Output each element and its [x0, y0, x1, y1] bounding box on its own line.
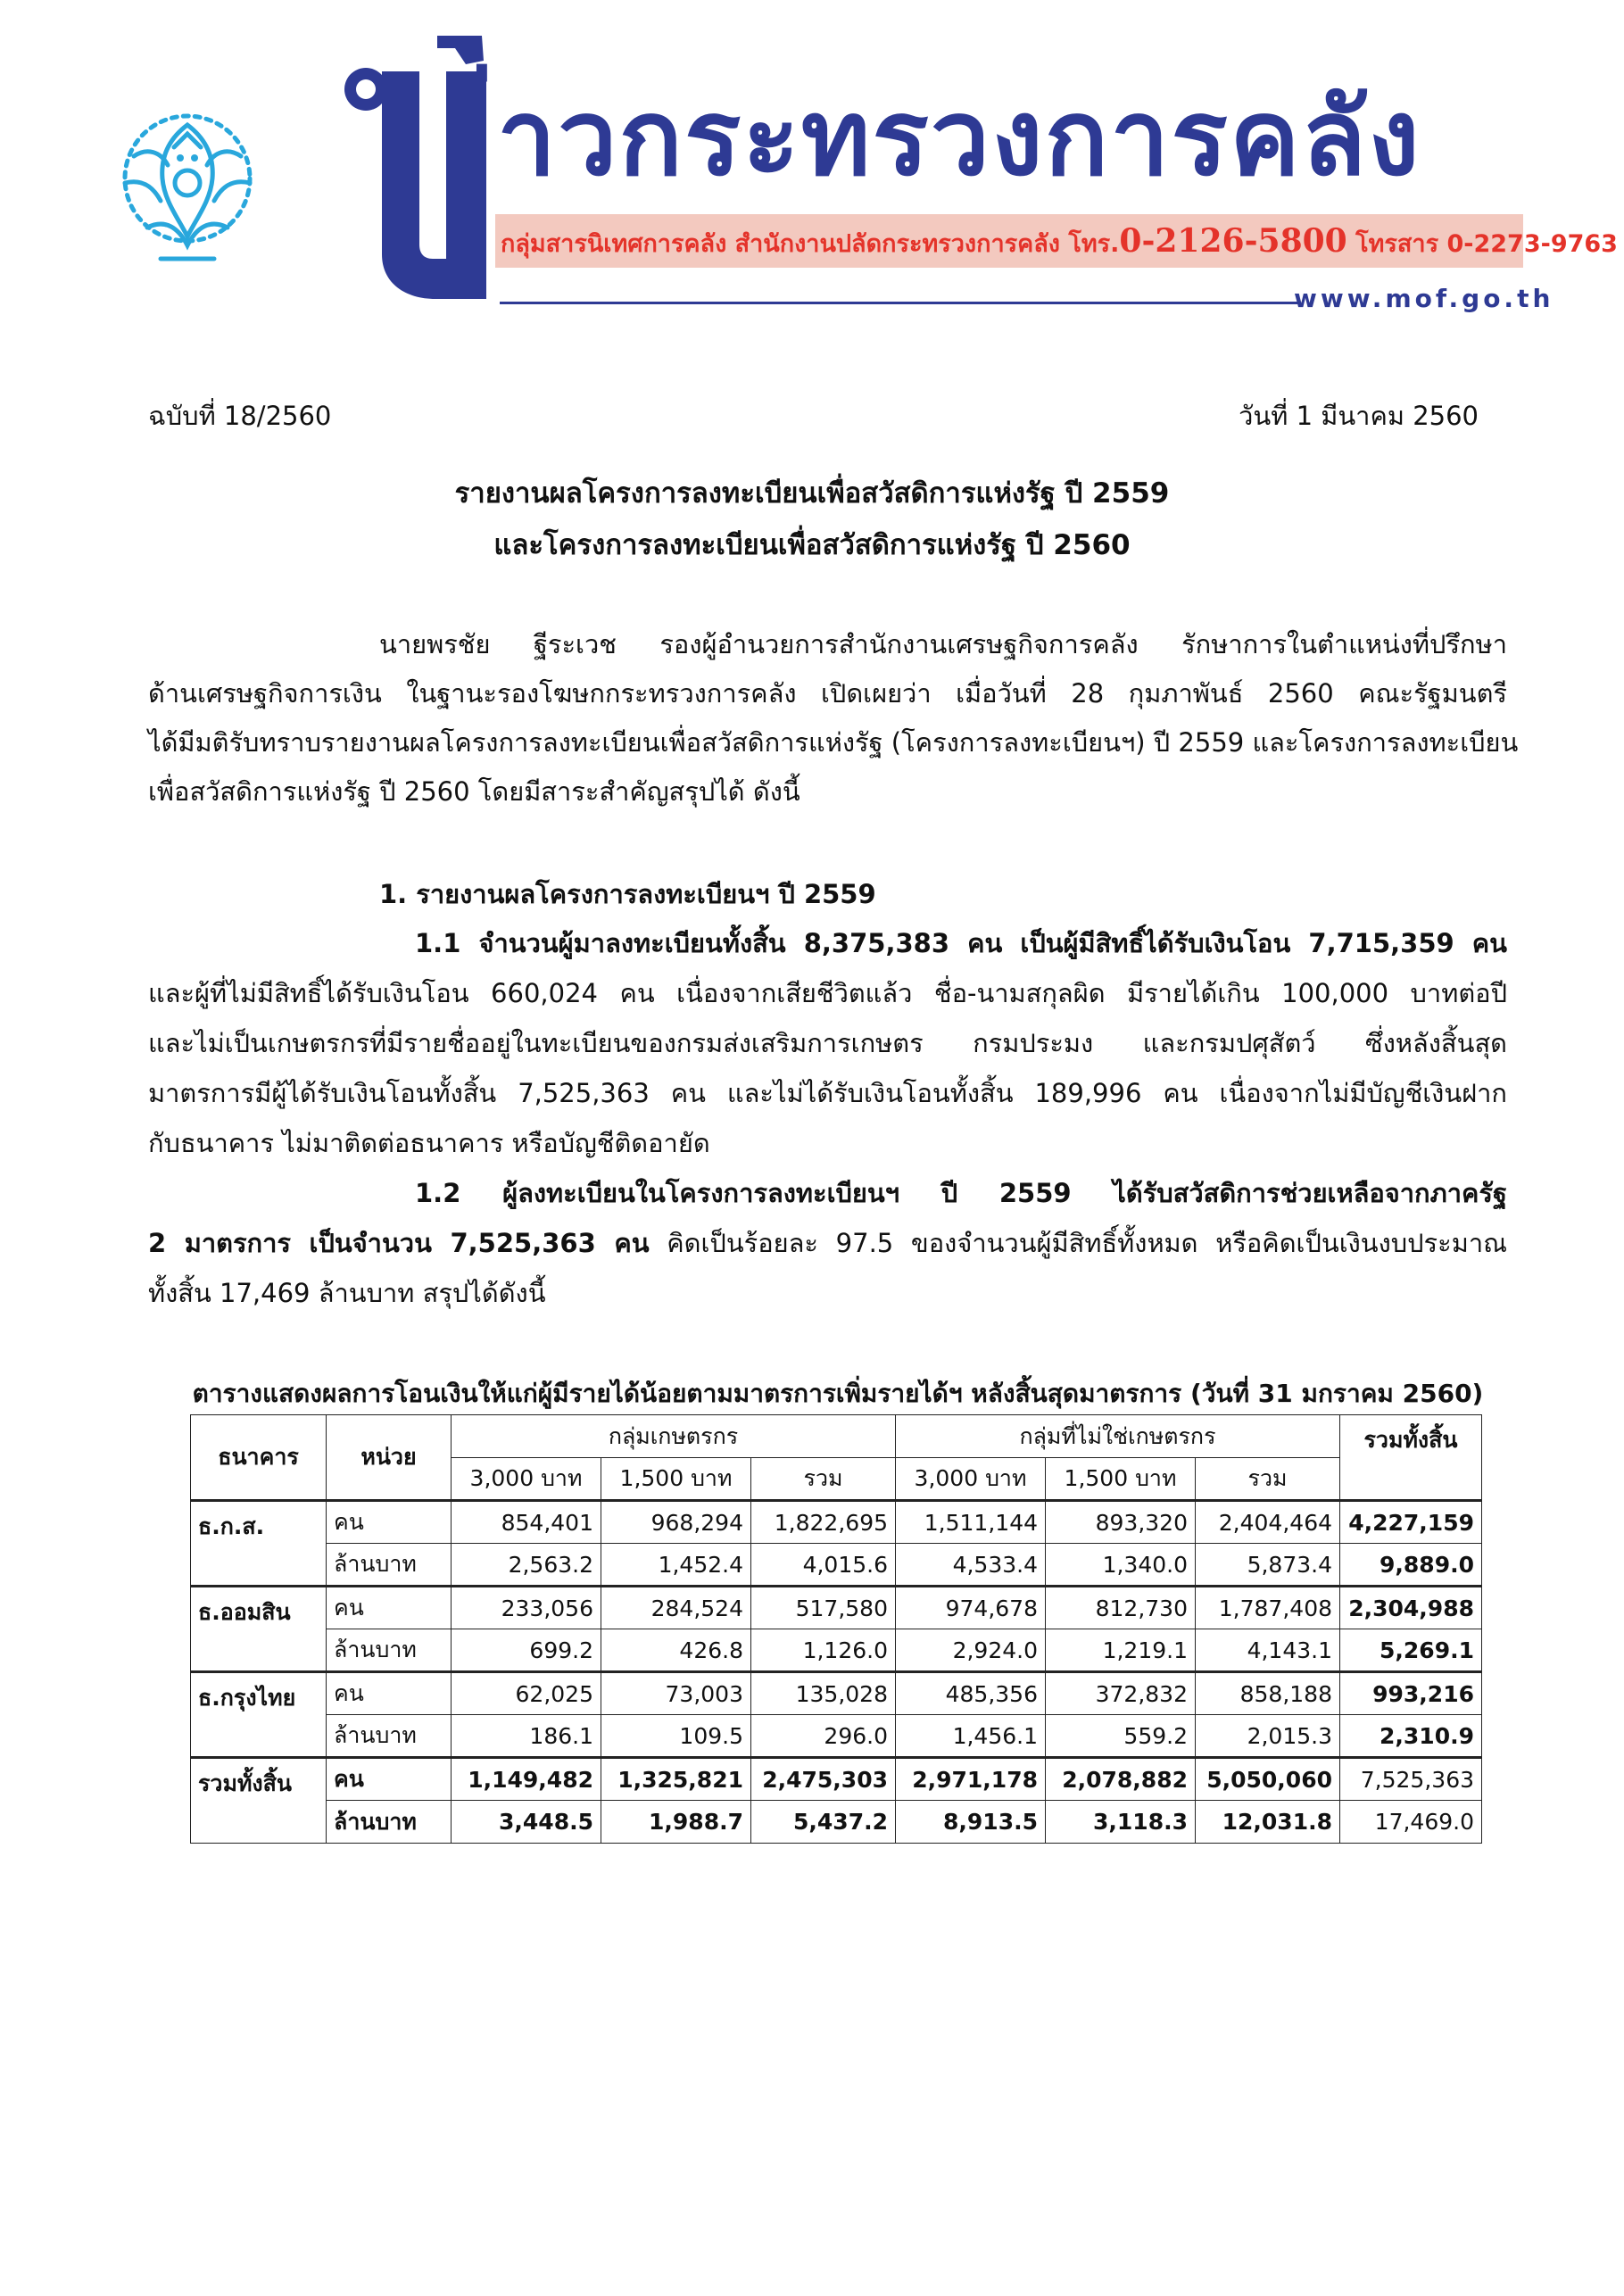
value-cell: 296.0 — [751, 1715, 896, 1758]
value-cell: 4,143.1 — [1196, 1629, 1340, 1672]
value-cell: 858,188 — [1196, 1672, 1340, 1715]
row-total-cell: 4,227,159 — [1340, 1501, 1482, 1544]
contact-phone: 0-2126-5800 — [1119, 222, 1347, 260]
unit-cell: ล้านบาท — [327, 1544, 452, 1587]
title-large-letter-kho — [330, 36, 486, 303]
unit-cell: คน — [327, 1758, 452, 1801]
value-cell: 5,873.4 — [1196, 1544, 1340, 1587]
table-row — [191, 1715, 1482, 1758]
section1-2-line — [148, 1228, 1508, 1258]
bank-name: รวมทั้งสิ้น — [191, 1758, 327, 1844]
table-row — [191, 1501, 1482, 1544]
value-cell: 1,988.7 — [601, 1801, 751, 1844]
unit-cell: คน — [327, 1587, 452, 1629]
value-cell: 62,025 — [452, 1672, 601, 1715]
row-total-cell: 2,304,988 — [1340, 1587, 1482, 1629]
value-cell: 284,524 — [601, 1587, 751, 1629]
value-cell: 1,219.1 — [1046, 1629, 1196, 1672]
contact-bar — [495, 214, 1618, 268]
bank-name: ธ.กรุงไทย — [191, 1672, 327, 1758]
website-link[interactable]: www.mof.go.th — [1294, 284, 1554, 313]
table-caption: ตารางแสดงผลการโอนเงินให้แก่ผู้มีรายได้น้อยตามมาตรการเพิ่มรายได้ฯ หลังสิ้นสุดมาตรการ (วันที่ 31 มกราคม 2560) — [192, 1379, 1484, 1408]
value-cell: 1,456.1 — [896, 1715, 1046, 1758]
row-total-cell: 2,310.9 — [1340, 1715, 1482, 1758]
value-cell: 3,118.3 — [1046, 1801, 1196, 1844]
value-cell: 559.2 — [1046, 1715, 1196, 1758]
unit-cell: ล้านบาท — [327, 1801, 452, 1844]
intro-line: นายพรชัย ฐีระเวช รองผู้อำนวยการสำนักงานเศรษฐกิจการคลัง รักษาการในตำแหน่งที่ปรึกษา — [379, 629, 1507, 659]
row-total-cell: 993,216 — [1340, 1672, 1482, 1715]
row-total-cell: 17,469.0 — [1340, 1801, 1482, 1844]
section1-2-line: 1.2 ผู้ลงทะเบียนในโครงการลงทะเบียนฯ ปี 2559 ได้รับสวัสดิการช่วยเหลือจากภาครัฐ — [415, 1178, 1507, 1208]
section1-1-line: กับธนาคาร ไม่มาติดต่อธนาคาร หรือบัญชีติดอายัด — [148, 1128, 710, 1158]
value-cell: 2,924.0 — [896, 1629, 1046, 1672]
row-total-cell: 9,889.0 — [1340, 1544, 1482, 1587]
table-row — [191, 1801, 1482, 1844]
header-grand-total: รวมทั้งสิ้น — [1340, 1415, 1482, 1501]
subheader-3000: 3,000 บาท — [896, 1458, 1046, 1501]
value-cell: 1,787,408 — [1196, 1587, 1340, 1629]
value-cell: 2,475,303 — [751, 1758, 896, 1801]
value-cell: 485,356 — [896, 1672, 1046, 1715]
value-cell: 968,294 — [601, 1501, 751, 1544]
table-row — [191, 1672, 1482, 1715]
value-cell: 1,511,144 — [896, 1501, 1046, 1544]
subheader-1500: 1,500 บาท — [1046, 1458, 1196, 1501]
value-cell: 1,126.0 — [751, 1629, 896, 1672]
unit-cell: คน — [327, 1672, 452, 1715]
header-group-nonfarmer: กลุ่มที่ไม่ใช่เกษตรกร — [896, 1415, 1340, 1458]
section1-1-line: 1.1 จำนวนผู้มาลงทะเบียนทั้งสิ้น 8,375,383 คน เป็นผู้มีสิทธิ์ได้รับเงินโอน 7,715,359 คน — [415, 928, 1507, 958]
value-cell: 186.1 — [452, 1715, 601, 1758]
section1-heading: 1. รายงานผลโครงการลงทะเบียนฯ ปี 2559 — [379, 879, 876, 909]
value-cell: 135,028 — [751, 1672, 896, 1715]
value-cell: 974,678 — [896, 1587, 1046, 1629]
subheader-1500: 1,500 บาท — [601, 1458, 751, 1501]
value-cell: 1,149,482 — [452, 1758, 601, 1801]
value-cell: 12,031.8 — [1196, 1801, 1340, 1844]
intro-line: ด้านเศรษฐกิจการเงิน ในฐานะรองโฆษกกระทรวงการคลัง เปิดเผยว่า เมื่อวันที่ 28 กุมภาพันธ์ 2560 คณะรัฐมนตรี — [148, 678, 1507, 709]
value-cell: 4,015.6 — [751, 1544, 896, 1587]
bank-name: ธ.ออมสิน — [191, 1587, 327, 1672]
table-row — [191, 1587, 1482, 1629]
value-cell: 1,822,695 — [751, 1501, 896, 1544]
unit-cell: คน — [327, 1501, 452, 1544]
transfer-results-table — [190, 1414, 1482, 1844]
value-cell: 5,050,060 — [1196, 1758, 1340, 1801]
section1-1-line: มาตรการมีผู้ได้รับเงินโอนทั้งสิ้น 7,525,363 คน และไม่ได้รับเงินโอนทั้งสิ้น 189,996 คน เนื่องจากไม่มีบัญชีเงินฝาก — [148, 1078, 1507, 1108]
value-cell: 1,325,821 — [601, 1758, 751, 1801]
contact-fax: โทรสาร 0-2273-9763 — [1355, 230, 1618, 258]
subheader-3000: 3,000 บาท — [452, 1458, 601, 1501]
issue-number: ฉบับที่ 18/2560 — [148, 401, 332, 431]
contact-agency: กลุ่มสารนิเทศการคลัง สำนักงานปลัดกระทรวงการคลัง โทร. — [501, 230, 1120, 258]
value-cell: 517,580 — [751, 1587, 896, 1629]
section1-2-line: ทั้งสิ้น 17,469 ล้านบาท สรุปได้ดังนี้ — [148, 1278, 546, 1308]
value-cell: 4,533.4 — [896, 1544, 1046, 1587]
value-cell: 2,404,464 — [1196, 1501, 1340, 1544]
intro-line: ได้มีมติรับทราบรายงานผลโครงการลงทะเบียนเพื่อสวัสดิการแห่งรัฐ (โครงการลงทะเบียนฯ) ปี 2559 และโครงการลงทะเบียน — [148, 727, 1519, 758]
value-cell: 2,971,178 — [896, 1758, 1046, 1801]
value-cell: 854,401 — [452, 1501, 601, 1544]
document-title-line1: รายงานผลโครงการลงทะเบียนเพื่อสวัสดิการแห่งรัฐ ปี 2559 — [454, 477, 1170, 510]
document-title-line2: และโครงการลงทะเบียนเพื่อสวัสดิการแห่งรัฐ ปี 2560 — [493, 529, 1131, 561]
section1-2-rest: คิดเป็นร้อยละ 97.5 ของจำนวนผู้มีสิทธิ์ทั้งหมด หรือคิดเป็นเงินงบประมาณ — [667, 1228, 1508, 1258]
newsletter-title: ่าวกระทรวงการคลัง — [495, 76, 1421, 199]
section1-2-bold: 2 มาตรการ เป็นจำนวน 7,525,363 คน — [148, 1228, 650, 1258]
header-unit: หน่วย — [327, 1415, 452, 1501]
header-divider — [500, 302, 1298, 304]
section1-1-line: และผู้ที่ไม่มีสิทธิ์ได้รับเงินโอน 660,024 คน เนื่องจากเสียชีวิตแล้ว ชื่อ-นามสกุลผิด มีรายได้เกิน 100,000 บาทต่อปี — [148, 978, 1507, 1008]
header-bank: ธนาคาร — [191, 1415, 327, 1501]
table-row — [191, 1544, 1482, 1587]
value-cell: 426.8 — [601, 1629, 751, 1672]
bank-name: ธ.ก.ส. — [191, 1501, 327, 1587]
value-cell: 73,003 — [601, 1672, 751, 1715]
unit-cell: ล้านบาท — [327, 1629, 452, 1672]
unit-cell: ล้านบาท — [327, 1715, 452, 1758]
issue-date: วันที่ 1 มีนาคม 2560 — [1239, 401, 1479, 431]
garuda-emblem-icon — [98, 94, 277, 272]
value-cell: 8,913.5 — [896, 1801, 1046, 1844]
row-total-cell: 5,269.1 — [1340, 1629, 1482, 1672]
table-row — [191, 1758, 1482, 1801]
value-cell: 699.2 — [452, 1629, 601, 1672]
subheader-total: รวม — [1196, 1458, 1340, 1501]
intro-line: เพื่อสวัสดิการแห่งรัฐ ปี 2560 โดยมีสาระสำคัญสรุปได้ ดังนี้ — [148, 776, 800, 807]
value-cell: 812,730 — [1046, 1587, 1196, 1629]
value-cell: 3,448.5 — [452, 1801, 601, 1844]
header-group-farmer: กลุ่มเกษตรกร — [452, 1415, 896, 1458]
value-cell: 1,452.4 — [601, 1544, 751, 1587]
value-cell: 109.5 — [601, 1715, 751, 1758]
table-row — [191, 1629, 1482, 1672]
value-cell: 5,437.2 — [751, 1801, 896, 1844]
subheader-total: รวม — [751, 1458, 896, 1501]
row-total-cell: 7,525,363 — [1340, 1758, 1482, 1801]
value-cell: 1,340.0 — [1046, 1544, 1196, 1587]
value-cell: 233,056 — [452, 1587, 601, 1629]
value-cell: 372,832 — [1046, 1672, 1196, 1715]
value-cell: 893,320 — [1046, 1501, 1196, 1544]
value-cell: 2,563.2 — [452, 1544, 601, 1587]
value-cell: 2,015.3 — [1196, 1715, 1340, 1758]
section1-1-line: และไม่เป็นเกษตรกรที่มีรายชื่ออยู่ในทะเบียนของกรมส่งเสริมการเกษตร กรมประมง และกรมปศุสัตว์ ซึ่งหลังสิ้นสุด — [148, 1028, 1507, 1058]
value-cell: 2,078,882 — [1046, 1758, 1196, 1801]
